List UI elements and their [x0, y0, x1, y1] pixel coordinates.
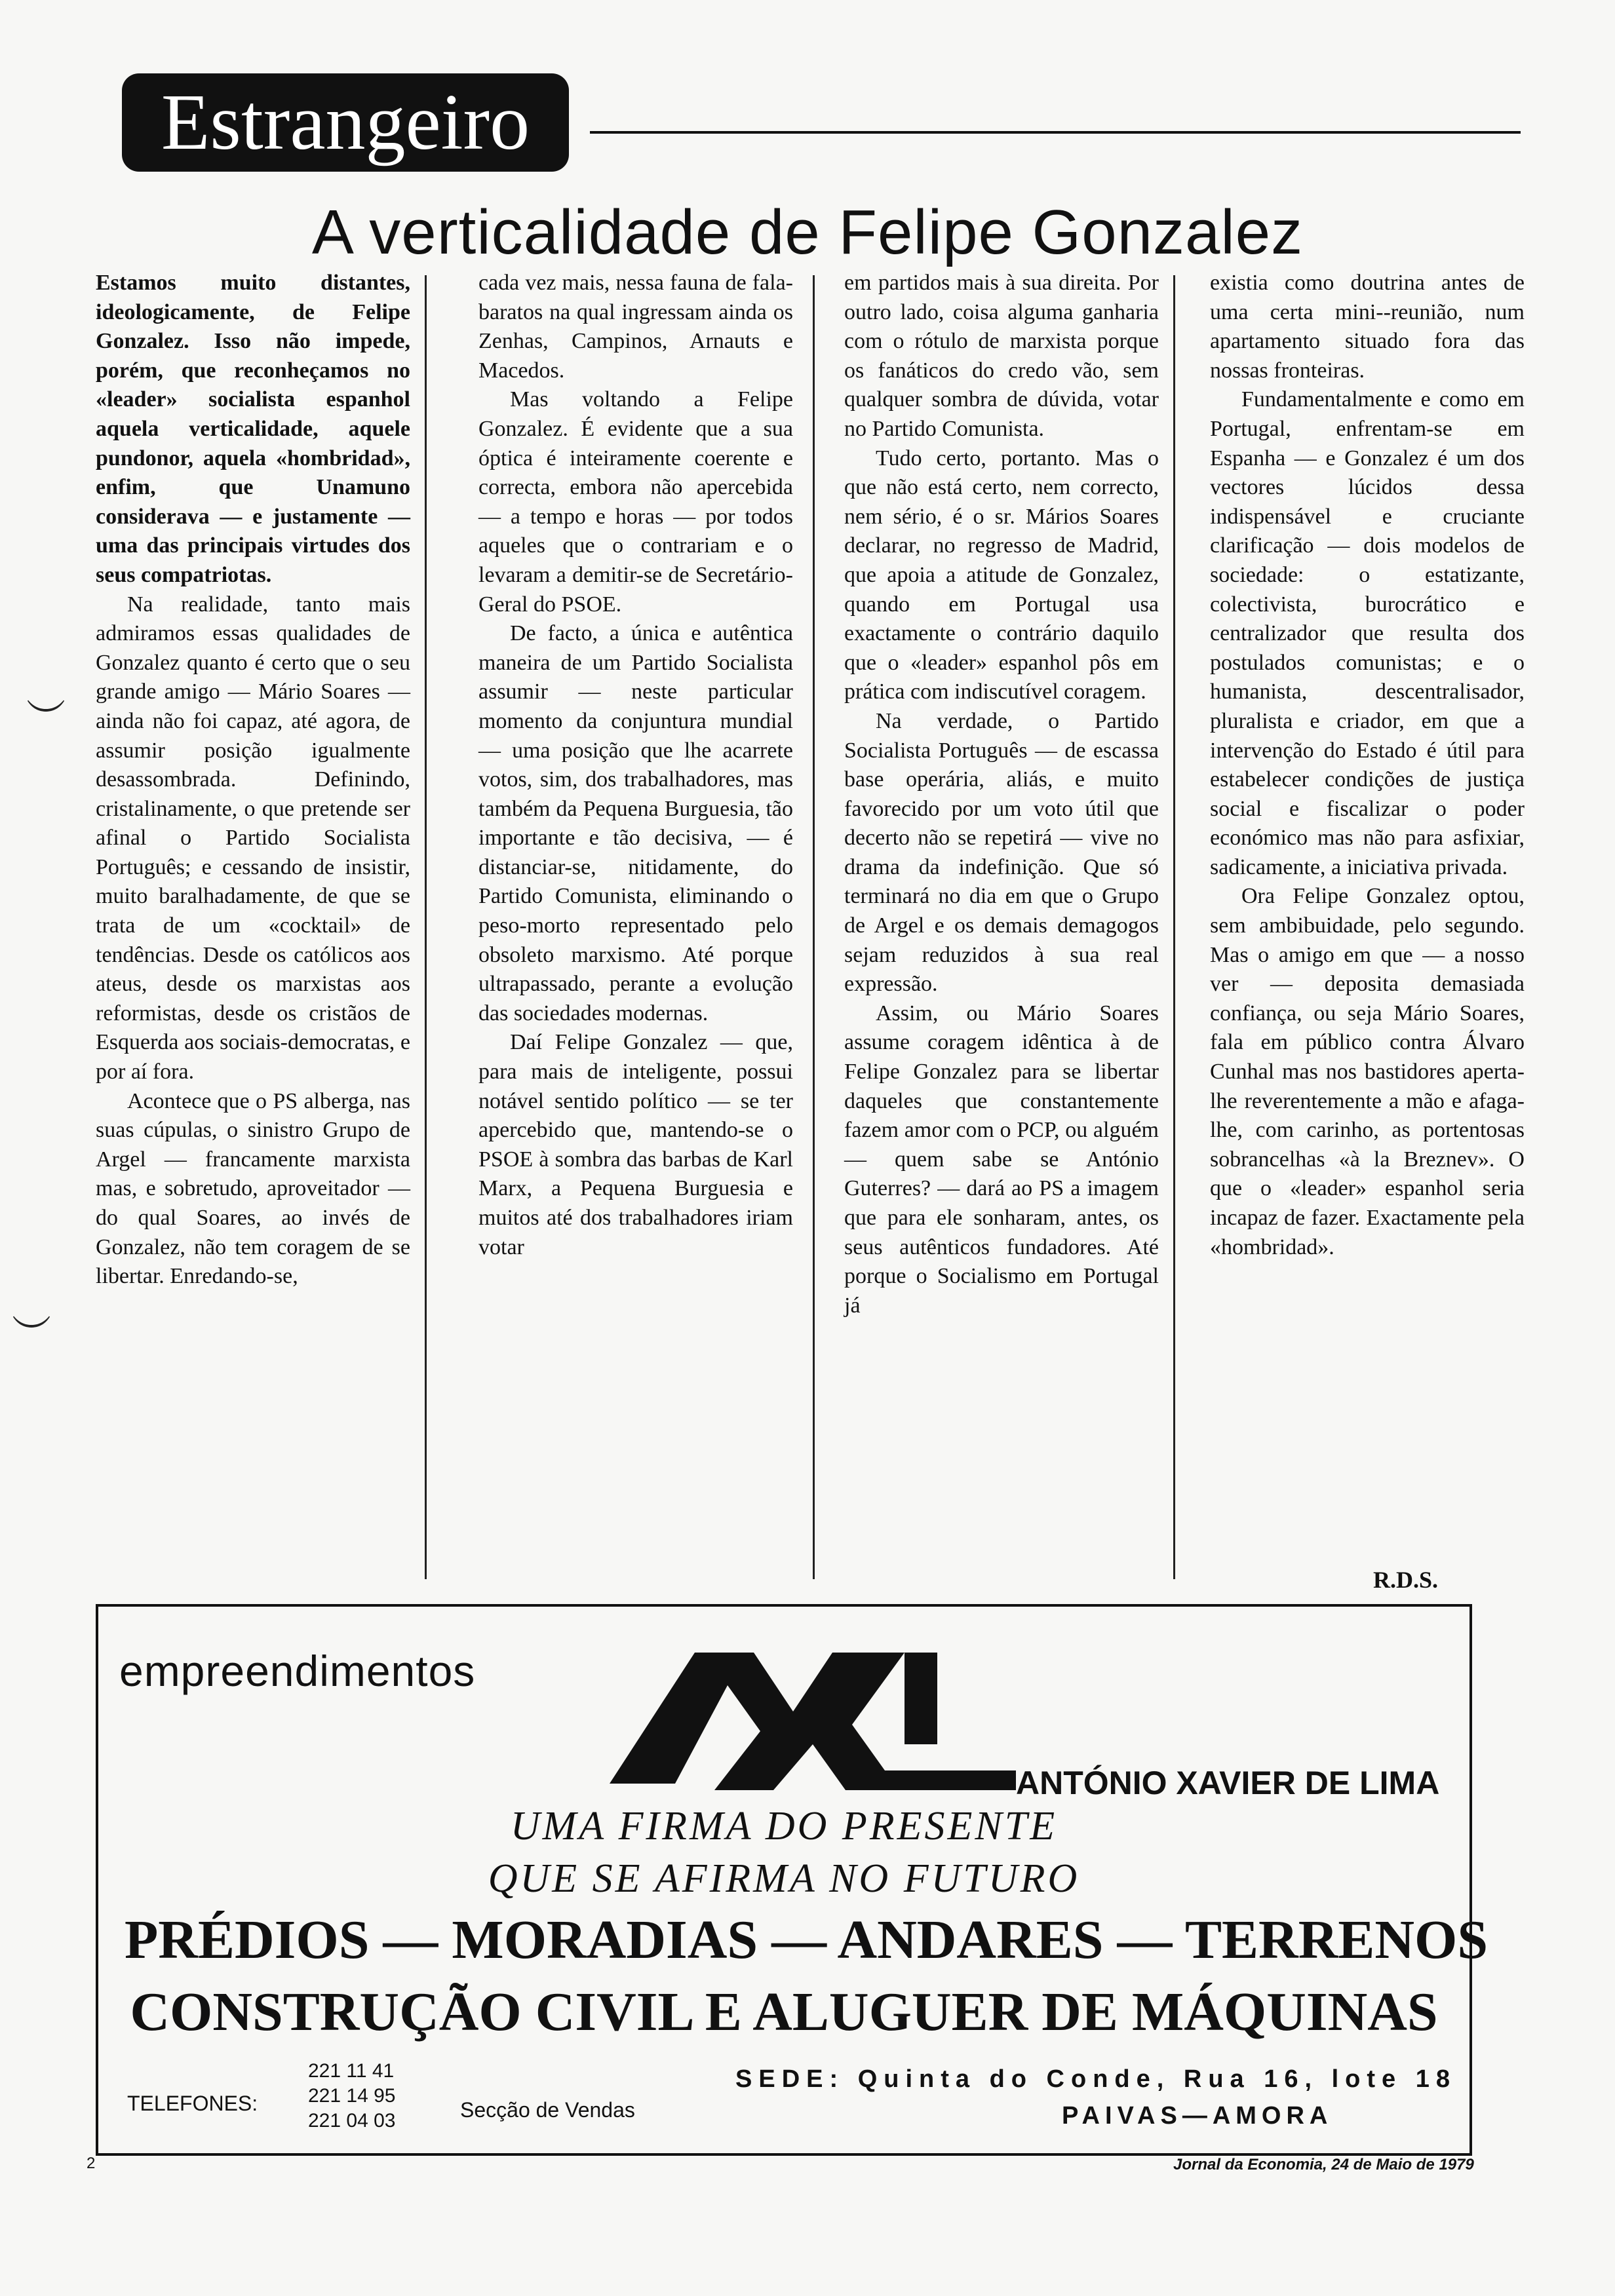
article-paragraph: Fundamentalmente e como em Portugal, enfrentam-se em Espanha — e Gonzalez é um dos vectores lúcidos dessa indispensável e cruciante clarificação — dois modelos de sociedade: o estatizante, colectivista, burocrático e centralizador que resulta dos postulados comunistas; e o humanista, descentralisador, pluralista e criador, em que a intervenção do Estado é útil para estabelecer condições de justiça social e fiscalizar o poder económico mas não para asfixiar, sadicamente, a iniciativa privada.: [1210, 387, 1525, 879]
ad-tagline: empreendimentos: [119, 1647, 476, 1695]
column-divider: [1173, 275, 1175, 1579]
article-paragraph: Acontece que o PS alberga, nas suas cúpulas, o sinistro Grupo de Argel — francamente marxista mas, e sobretudo, aproveitador — do qual Soares, ao invés de Gonzalez, não tem coragem de se libertar. Enredando-se,: [96, 1088, 410, 1289]
axl-logo: [596, 1639, 1016, 1797]
article-paragraph: Na verdade, o Partido Socialista Português — de escassa base operária, aliás, e muito favorecido por um voto útil que decerto não se repetirá — vive no drama da indefinição. Que só terminará no dia em que o Grupo de Argel e os demais demagogos sejam reduzidos à sua real expressão.: [844, 708, 1159, 997]
section-title: Estrangeiro: [161, 78, 530, 166]
phone-number: 221 14 95: [308, 2085, 396, 2107]
headquarters-address: SEDE: Quinta do Conde, Rua 16, lote 18: [735, 2065, 1456, 2093]
article-lead: Estamos muito distantes, ideologicamente, de Felipe Gonzalez. Isso não impede, porém, que reconheçamos no «leader» socialista espanhol aquela verticalidade, aquele pundonor, aquela «hombridad», enfim, que Unamuno considerava — e justamente — uma das principais virtudes dos seus compatriotas.: [96, 271, 410, 587]
company-name: ANTÓNIO XAVIER DE LIMA: [1016, 1765, 1440, 1801]
sales-note: Secção de Vendas: [460, 2098, 635, 2122]
article-paragraph: Na realidade, tanto mais admiramos essas qualidades de Gonzalez quanto é certo que o seu grande amigo — Mário Soares — ainda não foi capaz, até agora, de assumir posição igualmente desassombrada. Definindo, cristalinamente, o que pretende ser afinal o Partido Socialista Português; e cessando de insistir, muito baralhadamente, de que se trata de um «cocktail» de tendências. Desde os católicos aos ateus, desde os marxistas aos reformistas, desde os cristãos de Esquerda aos sociais-democratas, e por aí fora.: [96, 592, 410, 1084]
header-rule: [590, 131, 1521, 134]
article-column-1: [96, 269, 410, 1292]
column-divider: [813, 275, 815, 1579]
phone-number: 221 11 41: [308, 2060, 395, 2082]
phone-number: 221 04 03: [308, 2110, 396, 2132]
ad-services: PRÉDIOS — MORADIAS — ANDARES — TERRENOS: [125, 1909, 1489, 1970]
article-column-2: [478, 269, 793, 1262]
column-divider: [425, 275, 427, 1579]
article-paragraph: Assim, ou Mário Soares assume coragem idêntica à de Felipe Gonzalez para se libertar daqueles que constantemente fazem amor com o PCP, ou alguém — quem sabe se António Guterres? — dará ao PS a imagem que para ele sonharam, antes, os seus autênticos fundadores. Até porque o Socialismo em Portugal já: [844, 1001, 1159, 1318]
town: PAIVAS—AMORA: [1062, 2102, 1333, 2130]
phone-list: [308, 2059, 395, 2133]
article-paragraph: Tudo certo, portanto. Mas o que não está certo, nem correcto, nem sério, é o sr. Mários Soares declarar, no regresso de Madrid, que apoia a atitude de Gonzalez, quando em Portugal usa exactamente o contrário daquilo que o «leader» espanhol pôs em prática com indiscutível coragem.: [844, 446, 1159, 704]
article-column-4: [1210, 269, 1525, 1262]
advertisement: [96, 1604, 1489, 2156]
section-banner: [122, 73, 569, 172]
article-paragraph: Mas voltando a Felipe Gonzalez. É evidente que a sua óptica é inteiramente coerente e correcta, embora não apercebida — a tempo e horas — por todos aqueles que o contrariam e o levaram a demitir-se de Secretário-Geral do PSOE.: [478, 387, 793, 617]
page-number: 2: [87, 2154, 96, 2172]
phones-label: TELEFONES:: [127, 2092, 258, 2115]
ad-slogan: UMA FIRMA DO PRESENTE: [510, 1804, 1058, 1848]
article-paragraph: Daí Felipe Gonzalez — que, para mais de inteligente, possui notável sentido político — se ter apercebido que, mantendo-se o PSOE à sombra das barbas de Karl Marx, a Pequena Burguesia e muitos até dos trabalhadores iriam votar: [478, 1030, 793, 1259]
article-paragraph: cada vez mais, nessa fauna de fala-baratos na qual ingressam ainda os Zenhas, Campinos, Arnauts e Macedos.: [478, 271, 793, 383]
margin-mark: ︶: [12, 1314, 51, 1357]
author-signature: R.D.S.: [1373, 1567, 1439, 1593]
ad-services: CONSTRUÇÃO CIVIL E ALUGUER DE MÁQUINAS: [130, 1981, 1438, 2042]
article-paragraph: existia como doutrina antes de uma certa mini--reunião, num apartamento situado fora das nossas fronteiras.: [1210, 271, 1525, 383]
publication-footer: Jornal da Economia, 24 de Maio de 1979: [1173, 2156, 1474, 2173]
margin-mark: ︶: [26, 698, 66, 741]
article-paragraph: em partidos mais à sua direita. Por outro lado, coisa alguma ganharia com o rótulo de marxista porque os fanáticos do credo vão, sem qualquer sombra de dúvida, votar no Partido Comunista.: [844, 271, 1159, 441]
article-paragraph: Ora Felipe Gonzalez optou, sem ambibuidade, pelo segundo. Mas o amigo em que — a nosso ver — deposita demasiada confiança, ou seja Mário Soares, fala em público contra Álvaro Cunhal mas nos bastidores aperta-lhe reverentemente a mão e afaga-lhe, com carinho, as portentosas sobrancelhas «à la Breznev». O que o «leader» espanhol seria incapaz de fazer. Exactamente pela «hombridad».: [1210, 884, 1525, 1259]
article-paragraph: De facto, a única e autêntica maneira de um Partido Socialista assumir — neste particular momento da conjuntura mundial — uma posição que lhe acarrete votos, sim, dos trabalhadores, mas também da Pequena Burguesia, tão importante e tão decisiva, — é distanciar-se, nitidamente, do Partido Comunista, eliminando o peso-morto representado pelo obsoleto marxismo. Até porque ultrapassado, perante a evolução das sociedades modernas.: [478, 621, 793, 1025]
article-headline: A verticalidade de Felipe Gonzalez: [311, 197, 1304, 267]
ad-slogan: QUE SE AFIRMA NO FUTURO: [488, 1856, 1080, 1901]
article-column-3: [844, 269, 1159, 1320]
